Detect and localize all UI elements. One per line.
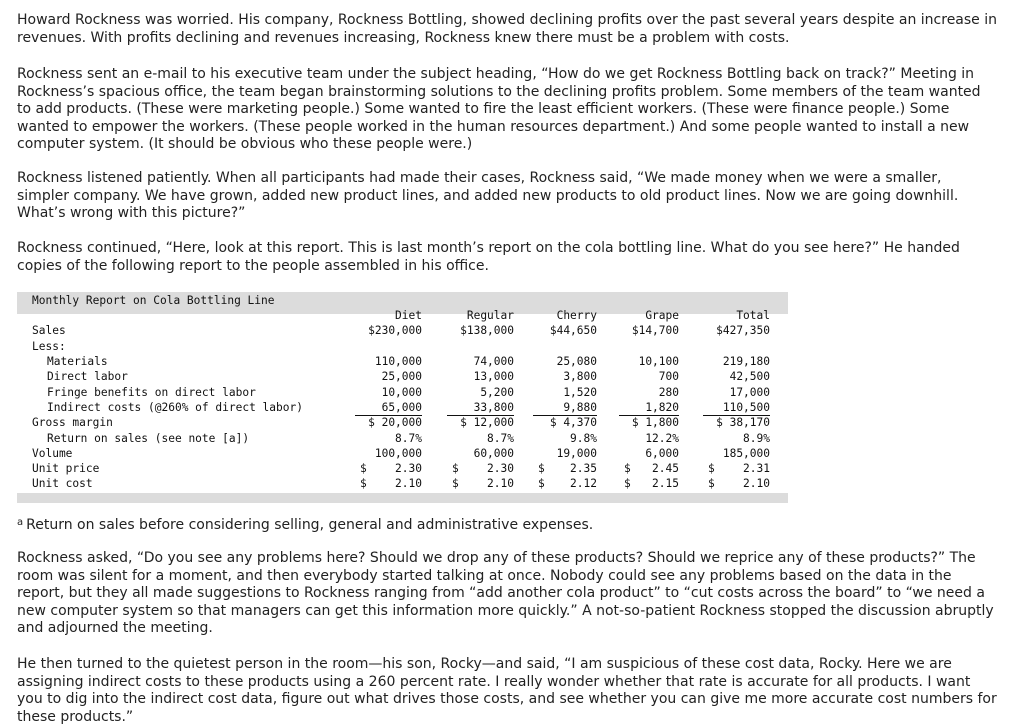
cell: 1,820	[619, 400, 679, 416]
currency-symbol: $	[452, 477, 459, 491]
table-row	[17, 354, 788, 369]
cell: 3,800	[563, 370, 597, 384]
table-row	[17, 369, 788, 384]
cell: 8.9%	[743, 431, 770, 445]
cell: 700	[658, 370, 679, 384]
cell: $230,000	[368, 324, 422, 337]
currency-symbol: $	[624, 477, 631, 491]
table-row	[17, 461, 788, 476]
table-row	[17, 385, 788, 400]
report-body	[17, 309, 788, 493]
paragraph-report-intro: Rockness continued, “Here, look at this report. This is last month’s report on the cola bottling line. What do you see here?” He handed copies of the following report to the people assembled in his office.	[17, 240, 960, 274]
report-header-row	[17, 308, 788, 323]
cell: 65,000	[355, 400, 422, 416]
row-label-return-on-sales: Return on sales (see note [a])	[47, 431, 250, 445]
table-row	[17, 431, 788, 446]
cell: 6,000	[645, 446, 679, 460]
row-label-materials: Materials	[47, 355, 108, 368]
table-row	[17, 400, 788, 415]
cell: 1,520	[563, 385, 597, 399]
cell: $ 1,800	[631, 416, 679, 430]
cell: 8.7%	[395, 431, 422, 445]
currency-symbol: $	[360, 462, 367, 476]
cell: 17,000	[729, 385, 770, 399]
cell: 13,000	[473, 370, 514, 384]
table-row	[17, 323, 788, 338]
cell: 25,000	[381, 370, 422, 384]
row-label-less: Less:	[32, 339, 66, 353]
cell: 2.45	[652, 462, 679, 476]
cell: $ 4,370	[549, 416, 597, 430]
cell: 12.2%	[645, 431, 679, 445]
cell: 110,000	[374, 355, 422, 368]
column-header-regular: Regular	[466, 309, 514, 322]
cell: 25,080	[556, 355, 597, 368]
cell: 74,000	[473, 355, 514, 368]
cell: 2.12	[570, 477, 597, 491]
cell: 5,200	[480, 385, 514, 399]
cell: 10,100	[638, 355, 679, 368]
cell: 280	[658, 385, 679, 399]
row-label-volume: Volume	[32, 446, 73, 460]
cell: 2.31	[743, 462, 770, 476]
paragraph-email: Rockness sent an e-mail to his executive team under the subject heading, “How do we get Rockness Bottling back on track?” Meeting in Rockness’s spacious office, the team began brainstorming solutions to the declining profits problem. Some members of the team wanted to add products. (These were marketing people.) Some wanted to fire the least efficient workers. (These were finance people.) Some wanted to empower the workers. (These people worked in the human resources department.) And some people wanted to install a new computer system. (It should be obvious who these people were.)	[17, 66, 981, 152]
paragraph-rockness-asked: Rockness asked, “Do you see any problems here? Should we drop any of these products? Should we reprice any of these products?” The room was silent for a moment, and then everybody started talking at once. Nobody could see any problems based on the data in the report, but they all made suggestions to Rockness ranging from “add another cola product” to “cut costs across the board” to “we need a new computer system so that managers can get this information more quickly.” A not-so-patient Rockness stopped the discussion abruptly and adjourned the meeting.	[17, 550, 994, 636]
cell: 42,500	[729, 370, 770, 384]
table-row	[17, 339, 788, 354]
cell: 9,880	[533, 400, 597, 416]
paragraph-rocky: He then turned to the quietest person in the room—his son, Rocky—and said, “I am suspicious of these cost data, Rocky. Here we are assigning indirect costs to these products using a 260 percent rate. I really wonder whether that rate is accurate for all products. I want you to dig into the indirect cost data, figure out what drives those costs, and see whether you can give me more accurate cost numbers for these products.”	[17, 656, 997, 725]
cell: 2.10	[487, 477, 514, 491]
cell: 100,000	[374, 446, 422, 460]
column-header-grape: Grape	[645, 309, 679, 322]
row-label-indirect-costs: Indirect costs (@260% of direct labor)	[47, 400, 303, 414]
cell: 219,180	[722, 355, 770, 368]
report-title: Monthly Report on Cola Bottling Line	[32, 294, 275, 307]
cell: 8.7%	[487, 431, 514, 445]
cell: 2.10	[395, 477, 422, 491]
footnote-marker: a	[17, 517, 24, 528]
table-row	[17, 476, 788, 491]
cell: $ 12,000	[460, 416, 514, 430]
column-header-total: Total	[736, 309, 770, 322]
cell: 9.8%	[570, 431, 597, 445]
cell: $ 20,000	[368, 416, 422, 430]
cell: $ 38,170	[716, 416, 770, 430]
cell: $14,700	[631, 324, 679, 337]
currency-symbol: $	[708, 462, 715, 476]
row-label-direct-labor: Direct labor	[47, 370, 128, 384]
cell: 2.10	[743, 477, 770, 491]
row-label-gross-margin: Gross margin	[32, 416, 113, 430]
cell: 10,000	[381, 385, 422, 399]
footnote	[17, 514, 593, 534]
currency-symbol: $	[538, 477, 545, 491]
row-label-unit-cost: Unit cost	[32, 477, 93, 491]
cell: 185,000	[722, 446, 770, 460]
row-label-fringe-benefits: Fringe benefits on direct labor	[47, 385, 256, 399]
row-label-sales: Sales	[32, 324, 66, 337]
currency-symbol: $	[360, 477, 367, 491]
monthly-report-table	[17, 292, 788, 503]
cell: 2.15	[652, 477, 679, 491]
column-header-diet: Diet	[395, 309, 422, 322]
currency-symbol: $	[708, 477, 715, 491]
column-header-cherry: Cherry	[556, 309, 597, 322]
cell: 33,800	[447, 400, 514, 416]
paragraph-intro: Howard Rockness was worried. His company, Rockness Bottling, showed declining profits over the past several years despite an increase in revenues. With profits declining and revenues increasing, Rockness knew there must be a problem with costs.	[17, 12, 998, 46]
paragraph-listened: Rockness listened patiently. When all participants had made their cases, Rockness said, “We made money when we were a smaller, simpler company. We have grown, added new product lines, and added new products to old product lines. Now we are going downhill. What’s wrong with this picture?”	[17, 170, 959, 221]
cell: $427,350	[716, 324, 770, 337]
cell: 2.30	[395, 462, 422, 476]
cell: 19,000	[556, 446, 597, 460]
currency-symbol: $	[538, 462, 545, 476]
row-label-unit-price: Unit price	[32, 462, 100, 476]
cell: $44,650	[549, 324, 597, 337]
cell: $138,000	[460, 324, 514, 337]
table-row	[17, 415, 788, 430]
table-row	[17, 446, 788, 461]
cell: 2.35	[570, 462, 597, 476]
cell: 2.30	[487, 462, 514, 476]
cell: 110,500	[703, 400, 770, 416]
currency-symbol: $	[624, 462, 631, 476]
footnote-text: Return on sales before considering selling, general and administrative expenses.	[26, 517, 594, 533]
currency-symbol: $	[452, 462, 459, 476]
cell: 60,000	[473, 446, 514, 460]
